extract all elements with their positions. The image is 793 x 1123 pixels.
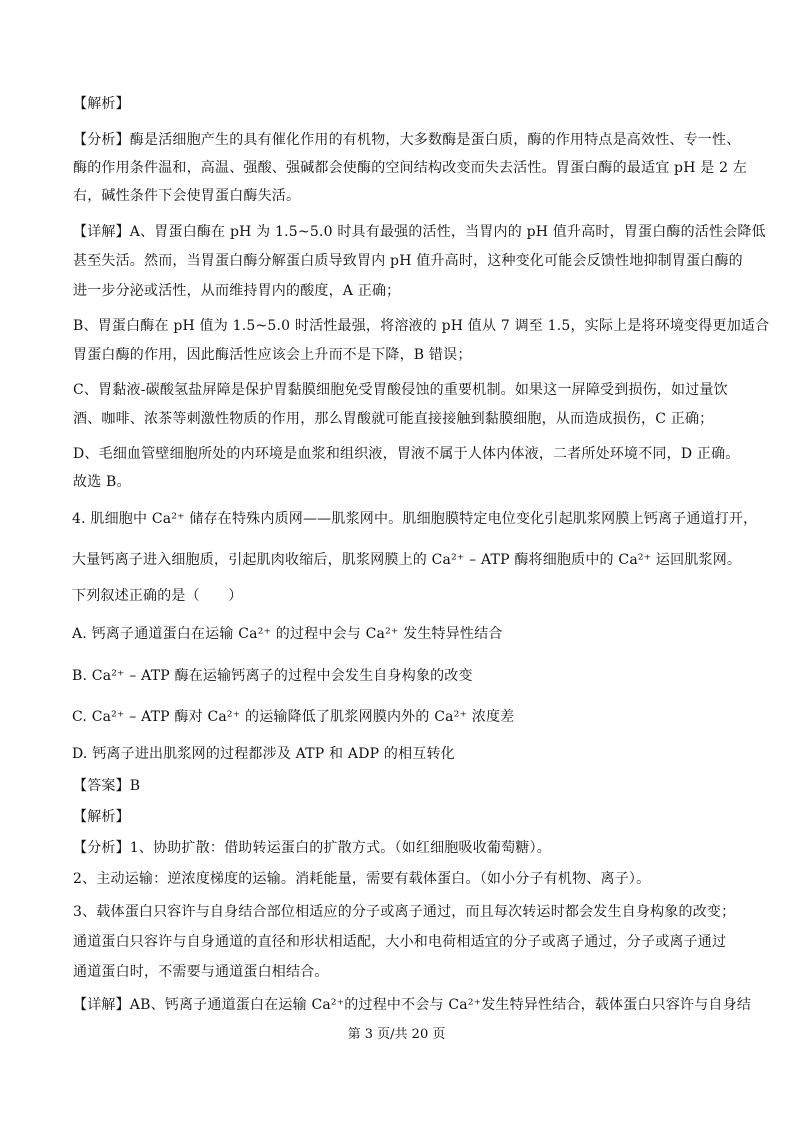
text-line: 通道蛋白只容许与自身通道的直径和形状相适配，大小和电荷相适宜的分子或离子通过，分子或离子通过 [73,934,727,950]
text-line: 3、载体蛋白只容许与自身结合部位相适应的分子或离子通过，而且每次转运时都会发生自身构象的改变； [73,904,736,920]
text-line: 胃蛋白酶的作用，因此酶活性应该会上升而不是下降，B 错误； [73,347,472,363]
question-line: 大量钙离子进入细胞质，引起肌肉收缩后，肌浆网膜上的 Ca²⁺ – ATP 酶将细胞质中的 Ca²⁺ 运回肌浆网。 [72,552,742,568]
option-c: C. Ca²⁺ – ATP 酶对 Ca²⁺ 的运输降低了肌浆网膜内外的 Ca²⁺ 浓度差 [72,709,515,725]
text-line: 右，碱性条件下会使胃蛋白酶失活。 [73,188,301,204]
text-line: 【分析】酶是活细胞产生的具有催化作用的有机物，大多数酶是蛋白质，酶的作用特点是高效性、专一性、 [73,132,741,148]
text-line: 酶的作用条件温和，高温、强酸、强碱都会使酶的空间结构改变而失去活性。胃蛋白酶的最适宜 pH 是 2 左 [73,160,748,176]
text-line: 故选 B。 [73,474,131,490]
page-number-footer: 第 3 页/共 20 页 [347,1027,446,1042]
text-line: 通道蛋白时，不需要与通道蛋白相结合。 [73,964,329,980]
text-line: 进一步分泌或活性，从而维持胃内的酸度，A 正确； [73,283,401,299]
text-line: 【解析】 [73,809,130,825]
text-line: D、毛细血管壁细胞所处的内环境是血浆和组织液，胃液不属于人体内体液，二者所处环境不同，D 正确。 [73,446,740,462]
text-line: 2、主动运输：逆浓度梯度的运输。消耗能量，需要有载体蛋白。（如小分子有机物、离子）。 [73,871,651,887]
text-line: 【详解】A、胃蛋白酶在 pH 为 1.5~5.0 时具有最强的活性，当胃内的 pH 值升高时，胃蛋白酶的活性会降低 [73,224,766,240]
answer-line: 【答案】B [73,778,141,794]
option-a: A. 钙离子通道蛋白在运输 Ca²⁺ 的过程中会与 Ca²⁺ 发生特异性结合 [72,626,503,642]
text-line: B、胃蛋白酶在 pH 值为 1.5~5.0 时活性最强，将溶液的 pH 值从 7 调至 1.5，实际上是将环境变得更加适合 [73,318,770,334]
option-d: D. 钙离子进出肌浆网的过程都涉及 ATP 和 ADP 的相互转化 [72,746,455,762]
text-line: 【详解】AB、钙离子通道蛋白在运输 Ca²⁺的过程中不会与 Ca²⁺发生特异性结合，载体蛋白只容许与自身结 [73,997,752,1013]
text-line: 【分析】1、协助扩散：借助转运蛋白的扩散方式。（如红细胞吸收葡萄糖）。 [73,840,551,856]
option-b: B. Ca²⁺ – ATP 酶在运输钙离子的过程中会发生自身构象的改变 [72,668,473,684]
text-line: 【解析】 [73,96,130,112]
text-line: 酒、咖啡、浓茶等刺激性物质的作用，那么胃酸就可能直接接触到黏膜细胞，从而造成损伤，C 正确； [73,411,714,427]
question-line: 4. 肌细胞中 Ca²⁺ 储存在特殊内质网——肌浆网中。肌细胞膜特定电位变化引起肌浆网膜上钙离子通道打开， [72,511,758,527]
text-line: 甚至失活。然而，当胃蛋白酶分解蛋白质导致胃内 pH 值升高时，这种变化可能会反馈性地抑制胃蛋白酶的 [73,253,743,269]
text-line: C、胃黏液-碳酸氢盐屏障是保护胃黏膜细胞免受胃酸侵蚀的重要机制。如果这一屏障受到损伤，如过量饮 [73,382,728,398]
question-line: 下列叙述正确的是（ ） [72,588,243,604]
